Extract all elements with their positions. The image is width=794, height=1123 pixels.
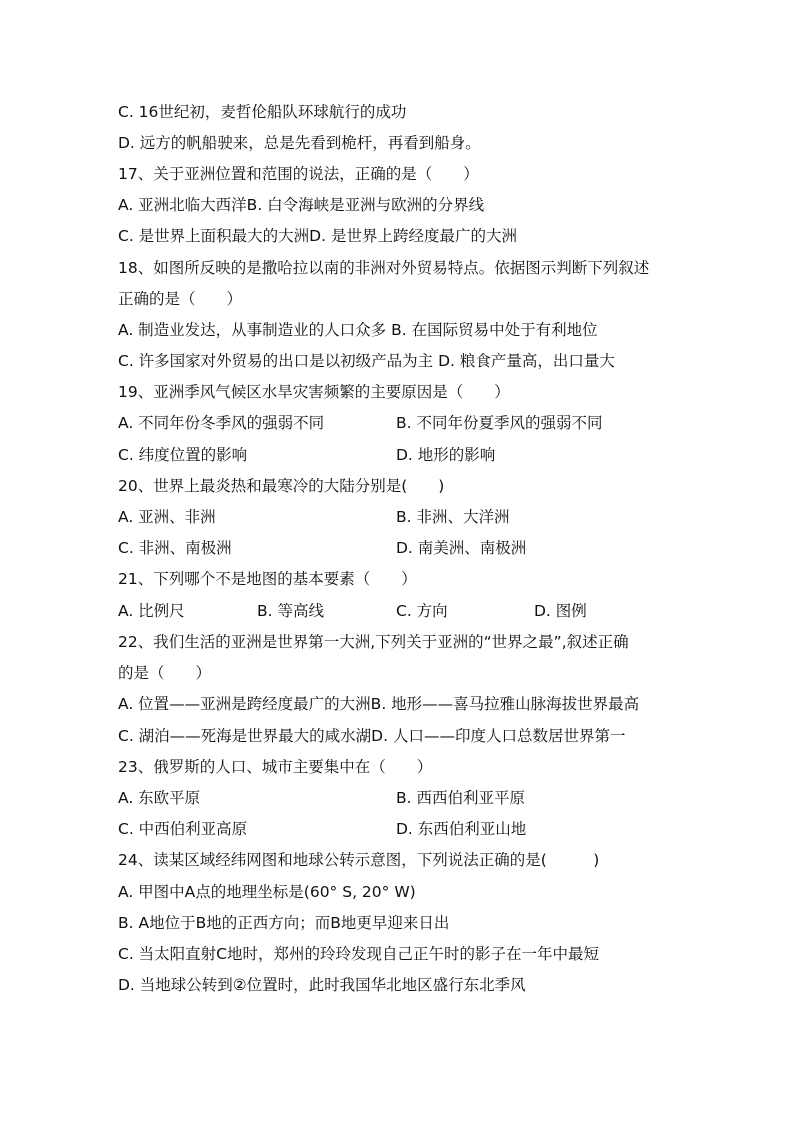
- q17-options-ab: A. 亚洲北临大西洋B. 白令海峡是亚洲与欧洲的分界线: [118, 196, 485, 214]
- q24-option-c: C. 当太阳直射C地时，郑州的玲玲发现自己正午时的影子在一年中最短: [118, 945, 600, 963]
- q18-options-cd: C. 许多国家对外贸易的出口是以初级产品为主 D. 粮食产量高，出口量大: [118, 352, 615, 370]
- q23-option-a: A. 东欧平原: [118, 789, 201, 807]
- question-17: 17、关于亚洲位置和范围的说法，正确的是（ ）: [118, 165, 479, 183]
- question-22-line1: 22、我们生活的亚洲是世界第一大洲,下列关于亚洲的“世界之最”,叙述正确: [118, 633, 629, 651]
- q20-option-a: A. 亚洲、非洲: [118, 508, 216, 526]
- question-18-line1: 18、如图所反映的是撒哈拉以南的非洲对外贸易特点。依据图示判断下列叙述: [118, 259, 650, 277]
- q20-option-d: D. 南美洲、南极洲: [396, 539, 527, 557]
- question-22-line2: 的是（ ）: [118, 664, 212, 682]
- question-23: 23、俄罗斯的人口、城市主要集中在（ ）: [118, 758, 433, 776]
- question-20: 20、世界上最炎热和最寒冷的大陆分别是( ): [118, 477, 445, 495]
- option-c-q16: C. 16世纪初，麦哲伦船队环球航行的成功: [118, 103, 407, 121]
- q21-option-c: C. 方向: [396, 602, 448, 620]
- q19-option-d: D. 地形的影响: [396, 446, 496, 464]
- q21-option-b: B. 等高线: [257, 602, 324, 620]
- q19-option-c: C. 纬度位置的影响: [118, 446, 248, 464]
- q22-options-ab: A. 位置——亚洲是跨经度最广的大洲B. 地形——喜马拉雅山脉海拔世界最高: [118, 695, 640, 713]
- q23-option-b: B. 西西伯利亚平原: [396, 789, 525, 807]
- q24-option-b: B. A地位于B地的正西方向；而B地更早迎来日出: [118, 914, 450, 932]
- q22-options-cd: C. 湖泊——死海是世界最大的咸水湖D. 人口——印度人口总数居世界第一: [118, 727, 626, 745]
- q20-option-b: B. 非洲、大洋洲: [396, 508, 510, 526]
- q17-options-cd: C. 是世界上面积最大的大洲D. 是世界上跨经度最广的大洲: [118, 227, 517, 245]
- q21-option-d: D. 图例: [534, 602, 587, 620]
- q24-option-d: D. 当地球公转到②位置时，此时我国华北地区盛行东北季风: [118, 976, 526, 994]
- q23-option-c: C. 中西伯利亚高原: [118, 820, 248, 838]
- question-24: 24、读某区域经纬网图和地球公转示意图，下列说法正确的是( ): [118, 851, 600, 869]
- q19-option-b: B. 不同年份夏季风的强弱不同: [396, 414, 603, 432]
- question-19: 19、亚洲季风气候区水旱灾害频繁的主要原因是（ ）: [118, 383, 510, 401]
- question-18-line2: 正确的是（ ）: [118, 290, 243, 308]
- q21-option-a: A. 比例尺: [118, 602, 185, 620]
- question-21: 21、下列哪个不是地图的基本要素（ ）: [118, 570, 417, 588]
- q24-option-a: A. 甲图中A点的地理坐标是(60° S, 20° W): [118, 883, 416, 901]
- q18-options-ab: A. 制造业发达，从事制造业的人口众多 B. 在国际贸易中处于有利地位: [118, 321, 598, 339]
- q19-option-a: A. 不同年份冬季风的强弱不同: [118, 414, 325, 432]
- q23-option-d: D. 东西伯利亚山地: [396, 820, 527, 838]
- option-d-q16: D. 远方的帆船驶来，总是先看到桅杆，再看到船身。: [118, 134, 481, 152]
- q20-option-c: C. 非洲、南极洲: [118, 539, 232, 557]
